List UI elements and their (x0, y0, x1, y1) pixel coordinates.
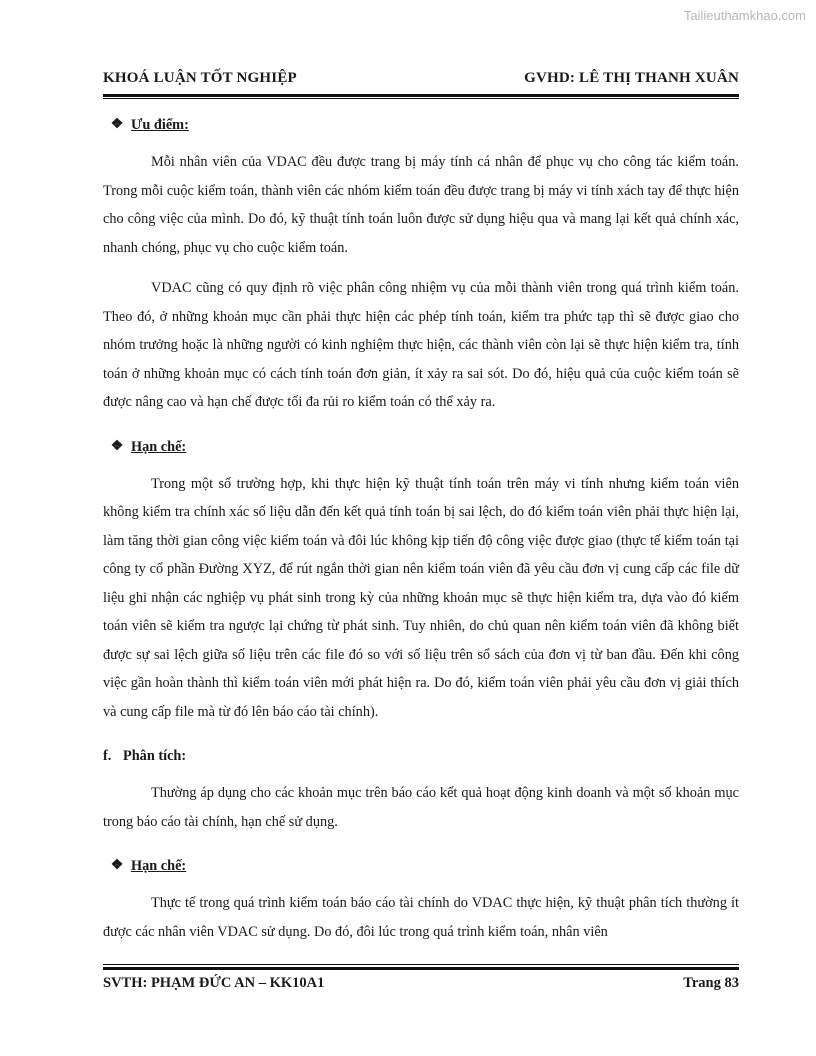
diamond-bullet-icon: ❖ (110, 438, 124, 454)
analysis-paragraph: Thường áp dụng cho các khoản mục trên báo cáo kết quả hoạt động kinh doanh và một số khoản mục trong báo cáo tài chính, hạn chế sử dụng. (103, 785, 739, 830)
footer-rule-thin (103, 964, 739, 965)
diamond-bullet-icon: ❖ (110, 117, 124, 132)
analysis-title: Phân tích: (123, 748, 187, 764)
analysis-number: f. (103, 748, 112, 764)
page-header (103, 70, 739, 87)
limitations-heading-1 (103, 435, 739, 459)
page-body (103, 113, 739, 946)
header-rule-thin (103, 98, 739, 99)
limitations-paragraph-1: Trong một số trường hợp, khi thực hiện kỹ thuật tính toán trên máy vi tính nhưng kiểm toán viên không kiểm tra chính xác số liệu dẫn đến kết quả tính toán bị sai lệch, do đó kiểm toán viên phải thực hiện lại, làm tăng thời gian công việc kiểm toán và đôi lúc không kịp tiến độ công việc được giao (thực tế kiểm toán tại công ty cổ phần Đường XYZ, để rút ngắn thời gian nên kiểm toán viên đã yêu cầu đơn vị cung cấp các file dữ liệu ghi nhận các nghiệp vụ phát sinh trong kỳ của những khoản mục sẽ thực hiện kiểm tra, dựa vào đó kiểm toán viên sẽ kiểm tra ngược lại chứng từ phát sinh. Tuy nhiên, do chủ quan nên kiểm toán viên đã không biết được sự sai lệch giữa số liệu trên các file đó so với số liệu trên sổ sách của đơn vị từ ban đầu. Đến khi công việc gần hoàn thành thì kiểm toán viên mới phát hiện ra. Do đó, kiểm toán viên phải yêu cầu đơn vị giải thích và cung cấp file mà từ đó lên báo cáo tài chính). (103, 475, 739, 720)
advantages-heading (103, 113, 739, 137)
watermark: Tailieuthamkhao.com (683, 8, 806, 23)
diamond-bullet-icon: ❖ (110, 858, 124, 873)
header-thesis-title: KHOÁ LUẬN TỐT NGHIỆP (103, 70, 297, 86)
advantages-paragraph-2: VDAC cũng có quy định rõ việc phân công nhiệm vụ của mỗi thành viên trong quá trình kiểm toán. Theo đó, ở những khoản mục cần phải thực hiện các phép tính toán, kiểm tra phức tạp thì sẽ được giao cho nhóm trưởng hoặc là những người có kinh nghiệm thực hiện, các thành viên còn lại sẽ thực hiện kiểm tra, tính toán ở những khoản mục có cách tính toán đơn giản, ít xảy ra sai sót. Do đó, hiệu quả của cuộc kiểm toán sẽ được nâng cao và hạn chế được tối đa rủi ro kiểm toán có thể xảy ra. (103, 280, 739, 410)
limitations-title-1: Hạn chế: (131, 438, 187, 455)
advantages-title: Ưu điểm: (131, 117, 189, 133)
limitations-title-2: Hạn chế: (131, 858, 187, 874)
header-rule (103, 94, 739, 97)
page-footer (103, 975, 739, 992)
limitations-paragraph-2: Thực tế trong quá trình kiểm toán báo cáo tài chính do VDAC thực hiện, kỹ thuật phân tích thường ít được các nhân viên VDAC sử dụng. Do đó, đôi lúc trong quá trình kiểm toán, nhân viên (103, 895, 739, 940)
page-number: Trang 83 (683, 975, 739, 991)
advantages-paragraph-1: Mỗi nhân viên của VDAC đều được trang bị máy tính cá nhân để phục vụ cho công tác kiểm toán. Trong mỗi cuộc kiểm toán, thành viên các nhóm kiểm toán đều được trang bị máy vi tính xách tay để thực hiện cho công việc của mình. Do đó, kỹ thuật tính toán luôn được sử dụng hiệu qua và mang lại kết quả chính xác, nhanh chóng, phục vụ cho cuộc kiểm toán. (103, 154, 739, 256)
analysis-heading (103, 744, 739, 768)
footer-student: SVTH: PHẠM ĐỨC AN – KK10A1 (103, 975, 325, 991)
footer-rule (103, 967, 739, 970)
limitations-heading-2 (103, 854, 739, 878)
header-supervisor: GVHD: LÊ THỊ THANH XUÂN (524, 70, 739, 86)
